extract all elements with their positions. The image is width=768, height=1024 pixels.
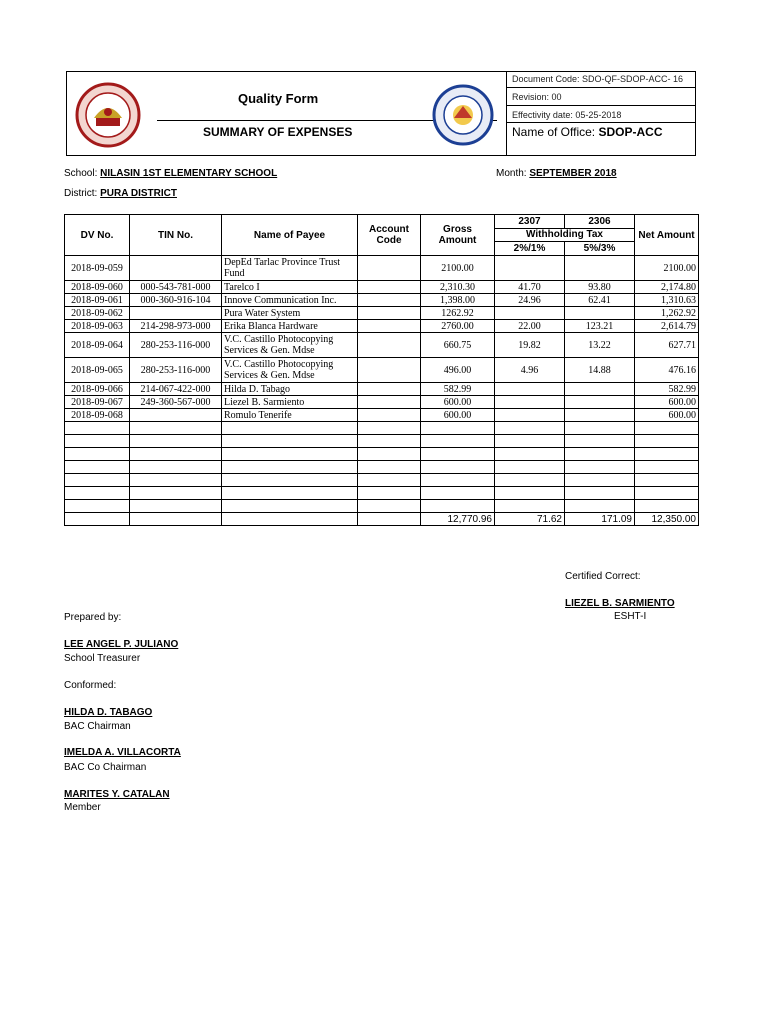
cell-withholding-2: 14.88 (565, 358, 635, 383)
cell-payee: Pura Water System (222, 307, 358, 320)
col-header-payee: Name of Payee (222, 215, 358, 256)
cell-payee: Tarelco I (222, 281, 358, 294)
district-name: PURA DISTRICT (100, 188, 177, 199)
cell-dv: 2018-09-062 (65, 307, 130, 320)
empty-cell (222, 461, 358, 474)
cell-withholding-1 (495, 383, 565, 396)
empty-cell (65, 435, 130, 448)
cell-tin (130, 256, 222, 281)
empty-row (65, 487, 699, 500)
empty-cell (565, 500, 635, 513)
cell-account (358, 320, 421, 333)
cell-dv: 2018-09-068 (65, 409, 130, 422)
month-label: Month: (496, 168, 527, 179)
table-row (65, 358, 699, 383)
col-header-2307: 2307 (495, 215, 565, 229)
empty-cell (421, 474, 495, 487)
cell-net: 582.99 (635, 383, 699, 396)
empty-cell (130, 513, 222, 526)
cell-gross: 2760.00 (421, 320, 495, 333)
empty-cell (65, 487, 130, 500)
cell-net: 1,262.92 (635, 307, 699, 320)
cell-dv: 2018-09-067 (65, 396, 130, 409)
prepared-name: LEE ANGEL P. JULIANO (64, 639, 179, 650)
empty-cell (635, 487, 699, 500)
cell-account (358, 409, 421, 422)
cell-withholding-2: 13.22 (565, 333, 635, 358)
table-row (65, 383, 699, 396)
empty-cell (65, 448, 130, 461)
empty-cell (222, 474, 358, 487)
cell-tin: 214-067-422-000 (130, 383, 222, 396)
form-header (66, 71, 696, 156)
empty-cell (130, 500, 222, 513)
empty-row (65, 435, 699, 448)
form-subtitle: SUMMARY OF EXPENSES (203, 125, 353, 139)
certified-name: LIEZEL B. SARMIENTO (565, 598, 675, 609)
form-title: Quality Form (238, 91, 319, 106)
cell-withholding-1: 4.96 (495, 358, 565, 383)
cell-dv: 2018-09-065 (65, 358, 130, 383)
cell-payee: Hilda D. Tabago (222, 383, 358, 396)
empty-cell (635, 474, 699, 487)
table-row (65, 396, 699, 409)
total-gross: 12,770.96 (421, 513, 495, 526)
cell-payee: Erika Blanca Hardware (222, 320, 358, 333)
cell-payee: Innove Communication Inc. (222, 294, 358, 307)
school-name: NILASIN 1ST ELEMENTARY SCHOOL (100, 168, 278, 179)
certified-label: Certified Correct: (565, 571, 641, 582)
cell-account (358, 383, 421, 396)
empty-cell (358, 487, 421, 500)
cell-withholding-2 (565, 307, 635, 320)
cell-gross: 660.75 (421, 333, 495, 358)
empty-cell (222, 422, 358, 435)
cell-withholding-1 (495, 307, 565, 320)
cell-withholding-2: 123.21 (565, 320, 635, 333)
empty-cell (635, 500, 699, 513)
empty-row (65, 461, 699, 474)
empty-cell (222, 487, 358, 500)
division-seal-logo (74, 82, 142, 148)
empty-cell (495, 461, 565, 474)
cell-withholding-1: 24.96 (495, 294, 565, 307)
cell-net: 2,614.79 (635, 320, 699, 333)
cell-withholding-2 (565, 383, 635, 396)
empty-cell (130, 448, 222, 461)
cell-payee: V.C. Castillo Photocopying Services & Gen. Mdse (222, 358, 358, 383)
table-row (65, 333, 699, 358)
cell-withholding-2 (565, 256, 635, 281)
cell-net: 627.71 (635, 333, 699, 358)
office-label: Name of Office: (512, 125, 596, 139)
empty-cell (635, 461, 699, 474)
empty-cell (65, 500, 130, 513)
office-value: SDOP-ACC (598, 125, 663, 139)
col-header-rate-1: 2%/1% (495, 242, 565, 256)
district-line (64, 188, 177, 199)
cell-net: 1,310.63 (635, 294, 699, 307)
empty-cell (358, 513, 421, 526)
cell-tin: 000-360-916-104 (130, 294, 222, 307)
empty-cell (358, 500, 421, 513)
cell-tin: 214-298-973-000 (130, 320, 222, 333)
empty-cell (358, 461, 421, 474)
cell-tin: 280-253-116-000 (130, 358, 222, 383)
cell-withholding-1 (495, 256, 565, 281)
empty-cell (65, 461, 130, 474)
conformer-name: HILDA D. TABAGO (64, 707, 153, 718)
empty-cell (222, 435, 358, 448)
col-header-tin: TIN No. (130, 215, 222, 256)
empty-cell (495, 474, 565, 487)
conformer-role: BAC Chairman (64, 721, 131, 732)
cell-net: 476.16 (635, 358, 699, 383)
cell-tin (130, 409, 222, 422)
table-row (65, 320, 699, 333)
cell-payee: DepEd Tarlac Province Trust Fund (222, 256, 358, 281)
empty-row (65, 448, 699, 461)
cell-withholding-1: 22.00 (495, 320, 565, 333)
cell-withholding-2 (565, 409, 635, 422)
cell-account (358, 333, 421, 358)
col-header-rate-2: 5%/3% (565, 242, 635, 256)
certified-role: ESHT-I (614, 611, 647, 622)
col-header-dv: DV No. (65, 215, 130, 256)
cell-withholding-2 (565, 396, 635, 409)
meta-divider (506, 122, 695, 123)
school-line (64, 168, 277, 179)
cell-tin (130, 307, 222, 320)
empty-cell (65, 422, 130, 435)
empty-cell (421, 461, 495, 474)
cell-gross: 582.99 (421, 383, 495, 396)
cell-account (358, 256, 421, 281)
cell-payee: Romulo Tenerife (222, 409, 358, 422)
cell-gross: 600.00 (421, 409, 495, 422)
cell-account (358, 307, 421, 320)
header-divider (506, 72, 507, 155)
conformer-name: MARITES Y. CATALAN (64, 789, 170, 800)
empty-cell (222, 513, 358, 526)
empty-cell (495, 448, 565, 461)
totals-row (65, 513, 699, 526)
empty-cell (421, 487, 495, 500)
cell-account (358, 358, 421, 383)
cell-gross: 496.00 (421, 358, 495, 383)
effectivity-date: Effectivity date: 05-25-2018 (512, 110, 622, 120)
empty-row (65, 500, 699, 513)
revision: Revision: 00 (512, 92, 562, 102)
empty-cell (65, 513, 130, 526)
cell-net: 600.00 (635, 409, 699, 422)
empty-cell (565, 422, 635, 435)
empty-row (65, 422, 699, 435)
cell-dv: 2018-09-060 (65, 281, 130, 294)
meta-divider (506, 105, 695, 106)
empty-cell (565, 435, 635, 448)
empty-cell (565, 487, 635, 500)
empty-cell (358, 435, 421, 448)
col-header-net: Net Amount (635, 215, 699, 256)
empty-cell (358, 448, 421, 461)
empty-cell (222, 500, 358, 513)
empty-cell (358, 474, 421, 487)
cell-gross: 2100.00 (421, 256, 495, 281)
total-net: 12,350.00 (635, 513, 699, 526)
cell-net: 2100.00 (635, 256, 699, 281)
empty-cell (65, 474, 130, 487)
empty-cell (421, 435, 495, 448)
empty-cell (222, 448, 358, 461)
month-line (496, 168, 617, 179)
cell-net: 2,174.80 (635, 281, 699, 294)
empty-cell (565, 461, 635, 474)
cell-withholding-1 (495, 396, 565, 409)
cell-tin: 280-253-116-000 (130, 333, 222, 358)
empty-cell (358, 422, 421, 435)
table-row (65, 307, 699, 320)
cell-withholding-1: 19.82 (495, 333, 565, 358)
conformer-role: Member (64, 802, 101, 813)
col-header-2306: 2306 (565, 215, 635, 229)
cell-gross: 600.00 (421, 396, 495, 409)
document-code: Document Code: SDO-QF-SDOP-ACC- 16 (512, 74, 684, 84)
district-label: District: (64, 188, 98, 199)
cell-dv: 2018-09-061 (65, 294, 130, 307)
cell-tin: 249-360-567-000 (130, 396, 222, 409)
table-row (65, 409, 699, 422)
cell-payee: Liezel B. Sarmiento (222, 396, 358, 409)
empty-cell (130, 474, 222, 487)
cell-withholding-1 (495, 409, 565, 422)
col-header-gross: Gross Amount (421, 215, 495, 256)
total-w1: 71.62 (495, 513, 565, 526)
cell-tin: 000-543-781-000 (130, 281, 222, 294)
cell-account (358, 294, 421, 307)
empty-cell (495, 435, 565, 448)
empty-cell (495, 487, 565, 500)
meta-divider (506, 87, 695, 88)
conformer-role: BAC Co Chairman (64, 762, 147, 773)
empty-cell (635, 435, 699, 448)
cell-dv: 2018-09-063 (65, 320, 130, 333)
cell-withholding-2: 62.41 (565, 294, 635, 307)
cell-payee: V.C. Castillo Photocopying Services & Gen. Mdse (222, 333, 358, 358)
school-label: School: (64, 168, 98, 179)
empty-cell (635, 448, 699, 461)
empty-cell (421, 422, 495, 435)
table-row (65, 281, 699, 294)
cell-account (358, 281, 421, 294)
total-w2: 171.09 (565, 513, 635, 526)
conformer-name: IMELDA A. VILLACORTA (64, 747, 181, 758)
office-name (512, 125, 663, 139)
empty-row (65, 474, 699, 487)
cell-dv: 2018-09-059 (65, 256, 130, 281)
empty-cell (565, 448, 635, 461)
cell-gross: 2,310.30 (421, 281, 495, 294)
cell-gross: 1,398.00 (421, 294, 495, 307)
cell-net: 600.00 (635, 396, 699, 409)
col-header-account: Account Code (358, 215, 421, 256)
cell-withholding-2: 93.80 (565, 281, 635, 294)
empty-cell (421, 500, 495, 513)
cell-gross: 1262.92 (421, 307, 495, 320)
empty-cell (130, 435, 222, 448)
expenses-table (64, 214, 699, 526)
deped-seal-logo (432, 84, 494, 146)
empty-cell (421, 448, 495, 461)
empty-cell (635, 422, 699, 435)
cell-dv: 2018-09-066 (65, 383, 130, 396)
empty-cell (495, 500, 565, 513)
prepared-role: School Treasurer (64, 653, 141, 664)
table-row (65, 256, 699, 281)
empty-cell (130, 461, 222, 474)
col-header-withholding: Withholding Tax (495, 228, 635, 242)
prepared-label: Prepared by: (64, 612, 122, 623)
table-row (65, 294, 699, 307)
cell-withholding-1: 41.70 (495, 281, 565, 294)
cell-account (358, 396, 421, 409)
empty-cell (565, 474, 635, 487)
cell-dv: 2018-09-064 (65, 333, 130, 358)
empty-cell (130, 422, 222, 435)
month-value: SEPTEMBER 2018 (529, 168, 617, 179)
conformed-label: Conformed: (64, 680, 117, 691)
empty-cell (130, 487, 222, 500)
empty-cell (495, 422, 565, 435)
